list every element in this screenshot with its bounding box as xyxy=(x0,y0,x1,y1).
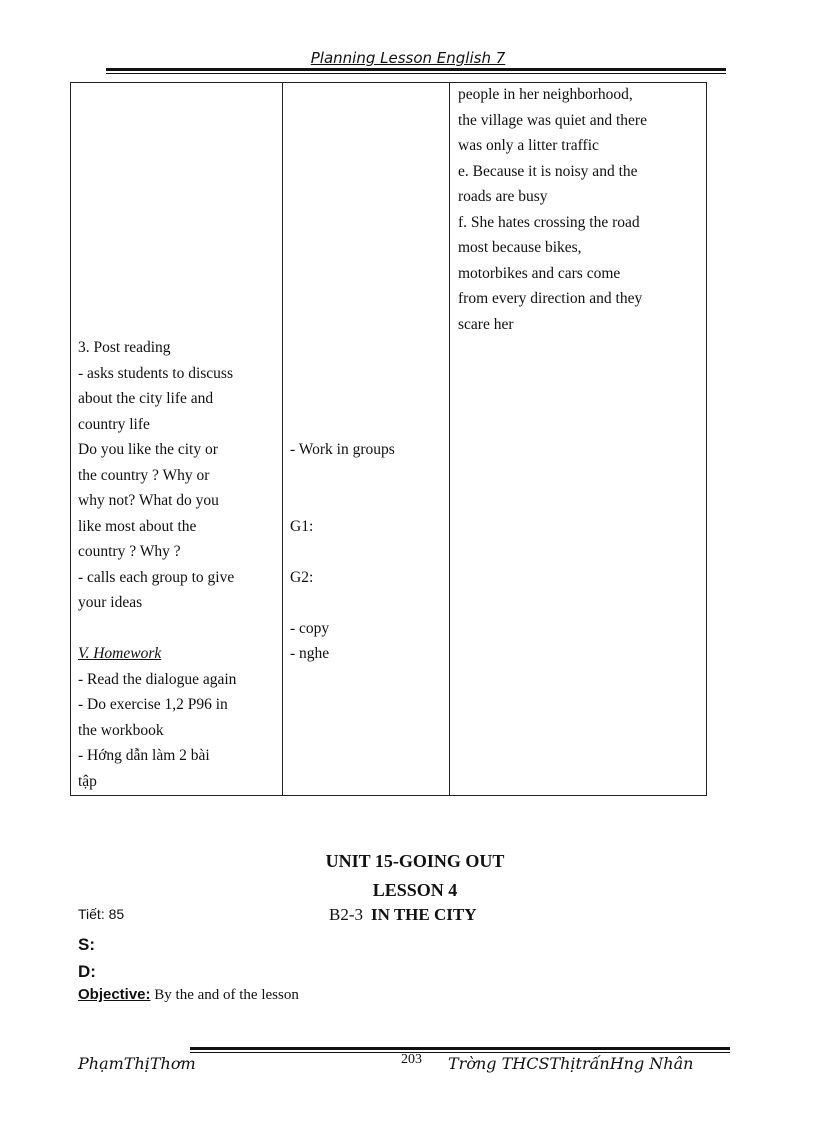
homework-heading: V. Homework xyxy=(78,645,162,662)
answer-line: was only a litter traffic xyxy=(458,137,599,154)
activity-spacer xyxy=(78,616,278,642)
s-label: S: xyxy=(78,935,95,954)
student-listen: - nghe xyxy=(290,645,330,662)
answers-cell xyxy=(458,82,703,337)
page-header-title: Planning Lesson English 7 xyxy=(310,49,506,67)
lesson-title: LESSON 4 xyxy=(372,880,458,900)
activity-line: country life xyxy=(78,415,150,433)
student-copy: - copy xyxy=(290,620,330,637)
teacher-activity-cell xyxy=(78,335,278,794)
answer-line: people in her neighborhood, xyxy=(458,86,633,103)
answer-line: most because bikes, xyxy=(458,239,582,256)
table-column-divider xyxy=(282,82,283,796)
student-work-groups: - Work in groups xyxy=(290,441,395,458)
answer-line: the village was quiet and there xyxy=(458,111,647,129)
activity-line: tập xyxy=(78,772,97,790)
activity-line: 3. Post reading xyxy=(78,339,171,356)
answer-line: e. Because it is noisy and the xyxy=(458,162,638,180)
page-number: 203 xyxy=(401,1052,422,1067)
unit-title: UNIT 15-GOING OUT xyxy=(325,851,505,871)
period-label: Tiết: 85 xyxy=(78,906,125,922)
header-rule-thin xyxy=(106,73,726,74)
activity-line: your ideas xyxy=(78,594,143,611)
answer-line: roads are busy xyxy=(458,188,548,205)
answer-line: f. She hates crossing the road xyxy=(458,213,640,231)
activity-line: the workbook xyxy=(78,721,164,739)
activity-line: - Read the dialogue again xyxy=(78,670,237,688)
activity-line: about the city life and xyxy=(78,390,214,407)
footer-rule xyxy=(190,1047,730,1050)
section-title: IN THE CITY xyxy=(371,905,477,924)
answer-line: motorbikes and cars come xyxy=(458,264,621,282)
answer-line: from every direction and they xyxy=(458,290,643,307)
activity-line: - Do exercise 1,2 P96 in xyxy=(78,696,228,713)
activity-line: - calls each group to give xyxy=(78,568,235,586)
objective-line xyxy=(78,986,299,1004)
activity-line: country ? Why ? xyxy=(78,543,181,560)
footer-author: PhạmThịThơm xyxy=(78,1054,196,1073)
answer-line: scare her xyxy=(458,315,514,333)
student-group-2: G2: xyxy=(290,569,314,586)
activity-line: - Hớng dẫn làm 2 bài xyxy=(78,747,210,764)
activity-line: the country ? Why or xyxy=(78,466,210,484)
objective-label: Objective: xyxy=(78,986,151,1003)
table-column-divider xyxy=(449,82,450,796)
activity-line: like most about the xyxy=(78,517,197,535)
activity-line: Do you like the city or xyxy=(78,441,218,458)
section-heading xyxy=(329,905,477,925)
footer-rule-thin xyxy=(190,1052,730,1053)
activity-line: - asks students to discuss xyxy=(78,364,233,382)
footer-school: Trờng THCSThịtrấnHng Nhân xyxy=(448,1054,694,1073)
d-label: D: xyxy=(78,962,96,981)
activity-line: why not? What do you xyxy=(78,492,219,509)
header-rule xyxy=(106,68,726,71)
objective-text: By the and of the lesson xyxy=(150,987,299,1003)
student-group-1: G1: xyxy=(290,518,314,535)
section-code: B2-3 xyxy=(329,905,363,924)
